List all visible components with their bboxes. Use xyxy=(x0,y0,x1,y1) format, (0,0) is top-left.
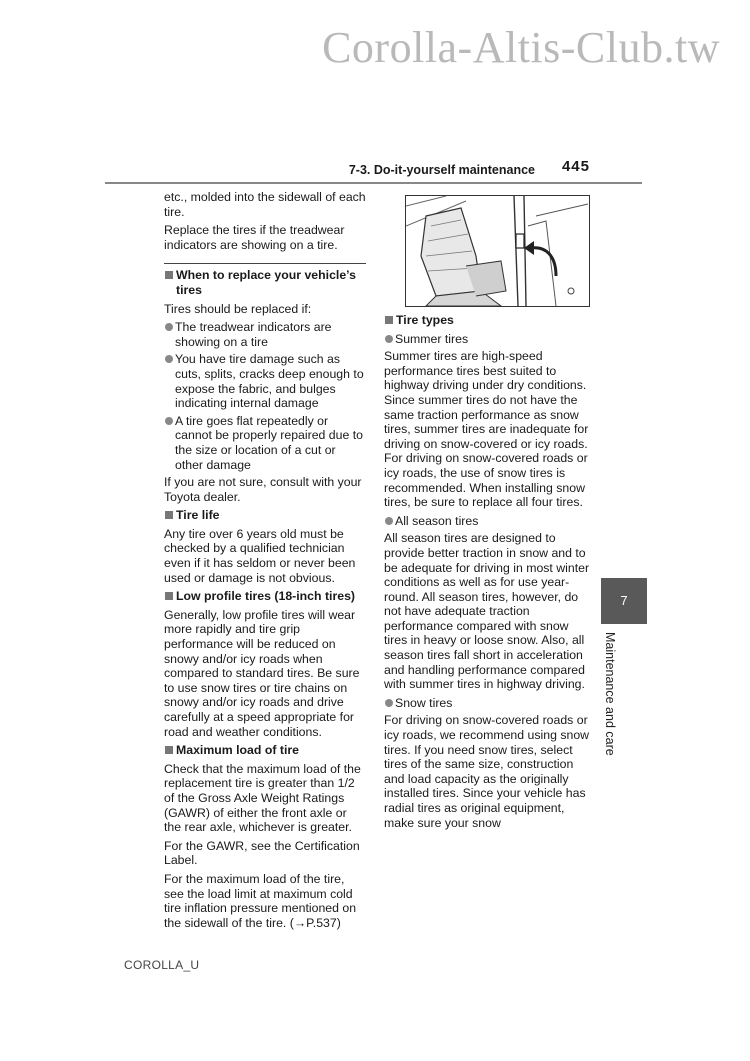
section-heading xyxy=(164,268,366,297)
page-number: 445 xyxy=(561,158,590,175)
heading-text: Tire life xyxy=(176,508,220,523)
subheading xyxy=(384,696,590,711)
square-bullet-icon xyxy=(165,592,173,600)
square-bullet-icon xyxy=(165,271,173,279)
circle-bullet-icon xyxy=(385,699,393,707)
body-text: For the GAWR, see the Certification Label. xyxy=(164,838,360,868)
circle-bullet-icon xyxy=(165,323,173,331)
body-text: All season tires are designed to provide better traction in snow and to be adequate for driving in most winter conditions as well as for use year-round. All season tires, however, do not have adequate traction performance compared with snow tires in heavy or loose snow. Also, all season tires fall short in acceleration and handling performance compared with summer tires in highway driving. xyxy=(384,531,590,692)
body-text: Summer tires are high-speed performance tires best suited to highway driving under dry conditions. Since summer tires do not have the same traction performance as snow tires, summer tires are inadequate for driving on snow-covered or icy roads. For driving on snow-covered roads or icy roads, the use of snow tires is recommended. When installing snow tires, be sure to replace all four tires. xyxy=(384,349,589,510)
watermark: Corolla-Altis-Club.tw xyxy=(322,23,720,72)
list-item xyxy=(164,414,366,472)
subheading-text: Snow tires xyxy=(395,695,453,710)
body-text: Generally, low profile tires will wear more rapidly and tire grip performance will be reduced on snowy and/or icy roads when compared to standard tires. Be sure to use snow tires or tire chains on snowy and/or icy roads and drive carefully at a speed appropriate for road and weather conditions. xyxy=(164,607,360,739)
square-bullet-icon xyxy=(165,511,173,519)
square-bullet-icon xyxy=(165,746,173,754)
section-heading xyxy=(164,508,366,523)
list-item-text: You have tire damage such as cuts, splits, cracks deep enough to expose the fabric, and bulges indicating internal damage xyxy=(175,352,364,411)
body-text: Any tire over 6 years old must be checked by a qualified technician even if it has seldom or never been used or damage is not obvious. xyxy=(164,526,356,585)
section-title: 7-3. Do-it-yourself maintenance xyxy=(348,163,535,177)
circle-bullet-icon xyxy=(165,417,173,425)
circle-bullet-icon xyxy=(385,517,393,525)
subheading xyxy=(384,514,590,529)
list-item-text: The treadwear indicators are showing on a tire xyxy=(175,320,332,349)
certification-label-illustration xyxy=(405,195,590,307)
square-bullet-icon xyxy=(385,316,393,324)
list-item xyxy=(164,320,366,349)
right-column xyxy=(384,190,590,834)
heading-text: Tire types xyxy=(396,313,454,327)
body-text: If you are not sure, consult with your Toyota dealer. xyxy=(164,475,362,504)
body-text: For the maximum load of the tire, see the load limit at maximum cold tire inflation pressure mentioned on the sidewall of the tire. (→P.537) xyxy=(164,871,357,930)
heading-text: When to replace your vehicle’s tires xyxy=(176,268,356,297)
section-heading xyxy=(384,313,590,328)
intro-text: etc., molded into the sidewall of each tire. xyxy=(164,190,366,219)
subheading xyxy=(384,332,590,347)
section-heading xyxy=(164,743,366,758)
intro-text: Replace the tires if the treadwear indicators are showing on a tire. xyxy=(164,223,345,252)
list-item xyxy=(164,352,366,410)
chapter-label: Maintenance and care xyxy=(603,632,617,756)
left-column xyxy=(164,190,366,934)
body-text: Tires should be replaced if: xyxy=(164,301,312,316)
chapter-tab: 7 xyxy=(601,578,647,624)
section-heading xyxy=(164,589,366,604)
footer-code: COROLLA_U xyxy=(124,958,200,972)
body-text: For driving on snow-covered roads or icy roads, we recommend using snow tires. If you need snow tires, select tires of the same size, construction and load capacity as the originally installed tires. Since your vehicle has radial tires as original equipment, make sure your snow xyxy=(384,713,590,830)
heading-text: Maximum load of tire xyxy=(176,743,299,758)
bullet-list xyxy=(164,320,366,472)
body-text: Check that the maximum load of the replacement tire is greater than 1/2 of the Gross Axle Weight Ratings (GAWR) of either the front axle or the rear axle, whichever is greater. xyxy=(164,761,361,835)
divider xyxy=(164,263,366,264)
door-pillar-image xyxy=(406,196,589,306)
list-item-text: A tire goes flat repeatedly or cannot be properly repaired due to the size or location of a cut or other damage xyxy=(175,413,363,472)
circle-bullet-icon xyxy=(165,355,173,363)
circle-bullet-icon xyxy=(385,335,393,343)
page-header xyxy=(105,160,642,184)
subheading-text: Summer tires xyxy=(395,331,469,346)
subheading-text: All season tires xyxy=(395,513,479,528)
heading-text: Low profile tires (18-inch tires) xyxy=(176,589,356,604)
